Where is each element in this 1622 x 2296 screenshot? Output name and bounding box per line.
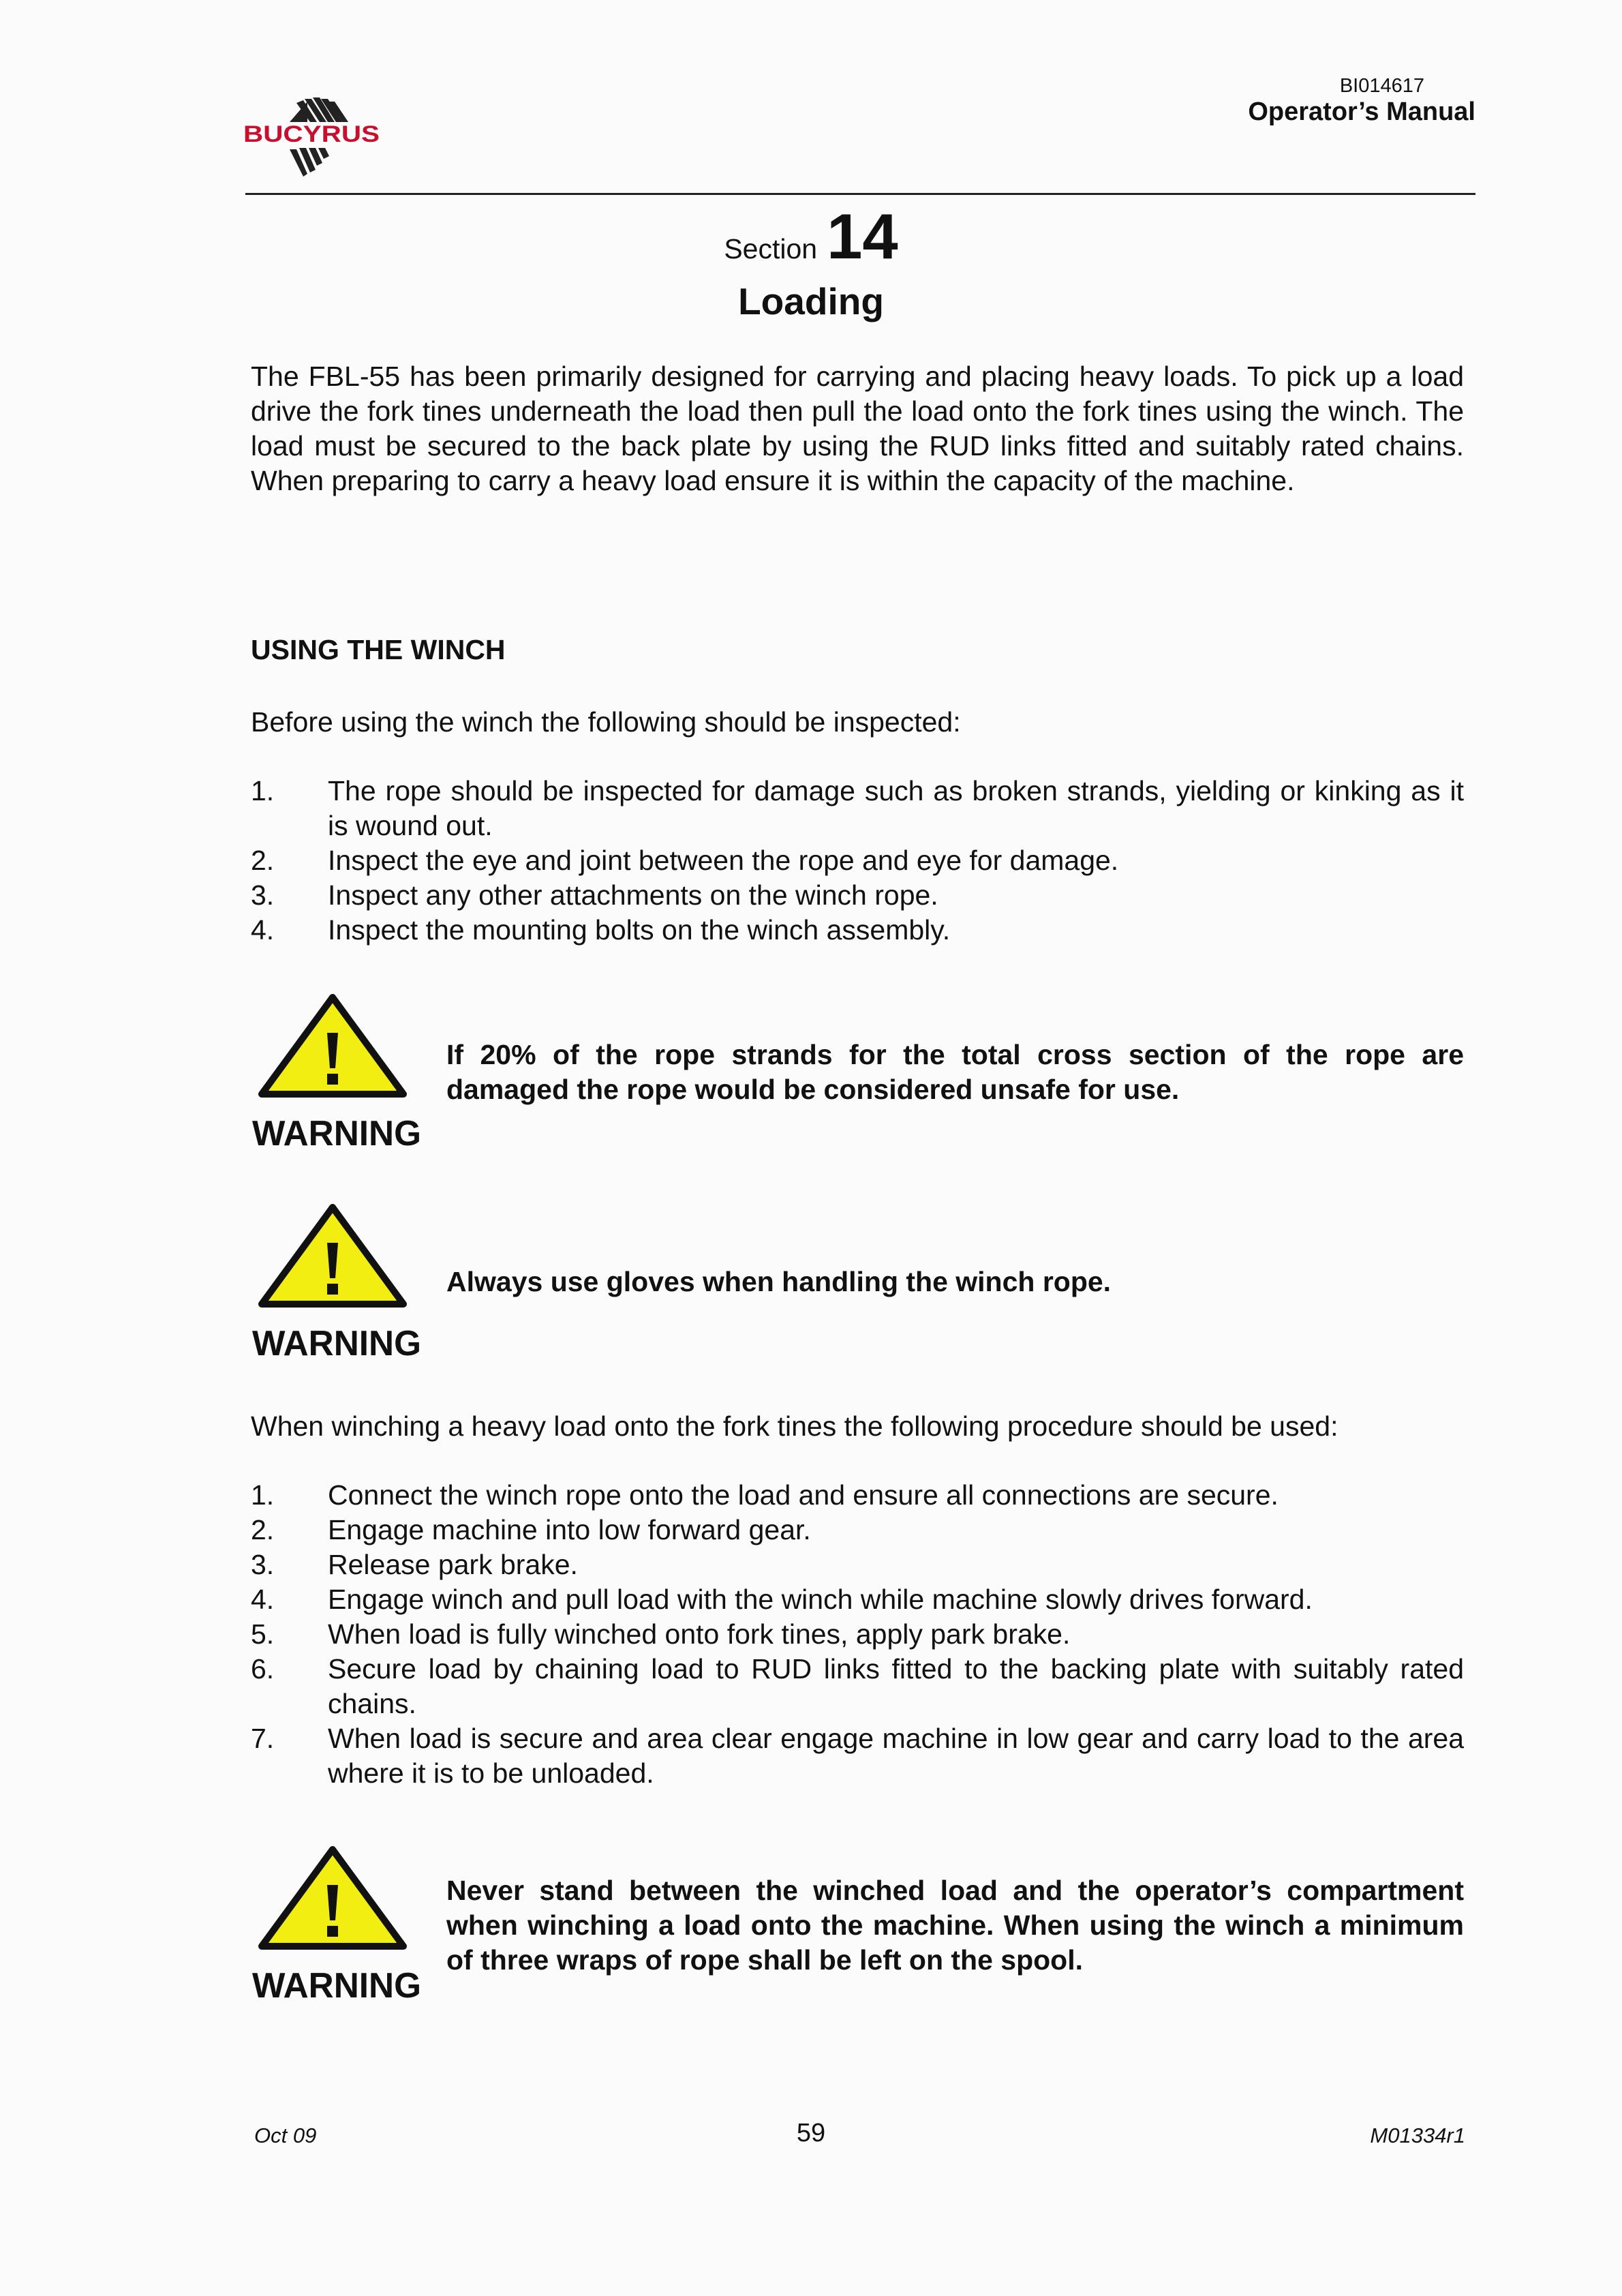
list-item-text: Inspect any other attachments on the winch rope. bbox=[328, 879, 938, 911]
list-item-text: Secure load by chaining load to RUD links fitted to the backing plate with suitably rated chains. bbox=[328, 1653, 1464, 1719]
list-item-text: Inspect the mounting bolts on the winch assembly. bbox=[328, 914, 951, 946]
intro-paragraph: The FBL-55 has been primarily designed for carrying and placing heavy loads. To pick up a load drive the fork tines underneath the load then pull the load onto the fork tines using the winch. The load must be secured to the back plate by using the RUD links fitted and suitably rated chains. When preparing to carry a heavy load ensure it is within the capacity of the machine. bbox=[251, 361, 1464, 496]
list-item-text: When load is fully winched onto fork tines, apply park brake. bbox=[328, 1618, 1071, 1650]
manual-title: Operator’s Manual bbox=[1248, 97, 1475, 126]
warning-text: Never stand between the winched load and the operator’s compartment when winching a load onto the machine. When using the winch a minimum of three wraps of rope shall be left on the spool. bbox=[446, 1875, 1464, 1976]
warning-icon bbox=[251, 992, 425, 1150]
list-item-number: 3. bbox=[251, 1549, 275, 1580]
list-item bbox=[251, 1582, 1464, 1617]
section-number: 14 bbox=[827, 200, 898, 272]
inspection-list bbox=[251, 774, 1464, 948]
list-item-number: 1. bbox=[251, 1479, 275, 1511]
list-item-text: Connect the winch rope onto the load and ensure all connections are secure. bbox=[328, 1479, 1279, 1511]
warning-label: WARNING bbox=[252, 1966, 421, 2002]
list-item bbox=[251, 774, 1464, 843]
procedure-lead: When winching a heavy load onto the fork tines the following procedure should be used: bbox=[251, 1410, 1338, 1442]
bucyrus-logo bbox=[242, 92, 382, 184]
footer-document-code: M01334r1 bbox=[1370, 2124, 1465, 2147]
list-item-number: 7. bbox=[251, 1723, 275, 1754]
header-divider bbox=[245, 193, 1475, 195]
list-item-text: Release park brake. bbox=[328, 1549, 578, 1580]
inspection-lead: Before using the winch the following should be inspected: bbox=[251, 706, 961, 738]
list-item bbox=[251, 878, 1464, 913]
warning-icon bbox=[251, 1202, 425, 1360]
footer-date: Oct 09 bbox=[254, 2124, 317, 2147]
list-item bbox=[251, 1513, 1464, 1547]
list-item bbox=[251, 1617, 1464, 1652]
warning-text: Always use gloves when handling the winch rope. bbox=[446, 1266, 1112, 1297]
warning-label: WARNING bbox=[252, 1114, 421, 1150]
winch-heading: USING THE WINCH bbox=[251, 634, 506, 665]
list-item-number: 6. bbox=[251, 1653, 275, 1685]
list-item bbox=[251, 913, 1464, 948]
section-label: Section bbox=[724, 233, 818, 265]
section-heading bbox=[0, 200, 1622, 272]
list-item-number: 2. bbox=[251, 845, 275, 876]
document-id: BI014617 bbox=[1339, 75, 1424, 97]
list-item-text: When load is secure and area clear engage machine in low gear and carry load to the area where it is to be unloaded. bbox=[328, 1723, 1464, 1789]
list-item bbox=[251, 1478, 1464, 1513]
list-item bbox=[251, 1652, 1464, 1721]
logo-text: BUCYRUS bbox=[243, 121, 380, 147]
list-item-number: 4. bbox=[251, 914, 275, 946]
warning-label: WARNING bbox=[252, 1324, 421, 1360]
list-item-number: 4. bbox=[251, 1584, 275, 1615]
procedure-list bbox=[251, 1478, 1464, 1791]
warning-text: If 20% of the rope strands for the total cross section of the rope are damaged the rope would be considered unsafe for use. bbox=[446, 1039, 1464, 1105]
list-item-number: 5. bbox=[251, 1618, 275, 1650]
list-item-number: 3. bbox=[251, 879, 275, 911]
warning-icon bbox=[251, 1844, 425, 2002]
list-item-number: 2. bbox=[251, 1514, 275, 1545]
page-number: 59 bbox=[796, 2119, 826, 2147]
list-item-text: Inspect the eye and joint between the rope and eye for damage. bbox=[328, 845, 1119, 876]
list-item-text: Engage winch and pull load with the winch while machine slowly drives forward. bbox=[328, 1584, 1313, 1615]
list-item bbox=[251, 1547, 1464, 1582]
section-title: Loading bbox=[738, 280, 884, 322]
list-item-number: 1. bbox=[251, 775, 275, 806]
list-item-text: Engage machine into low forward gear. bbox=[328, 1514, 811, 1545]
list-item bbox=[251, 843, 1464, 878]
list-item bbox=[251, 1721, 1464, 1791]
list-item-text: The rope should be inspected for damage such as broken strands, yielding or kinking as it is wound out. bbox=[328, 775, 1464, 841]
